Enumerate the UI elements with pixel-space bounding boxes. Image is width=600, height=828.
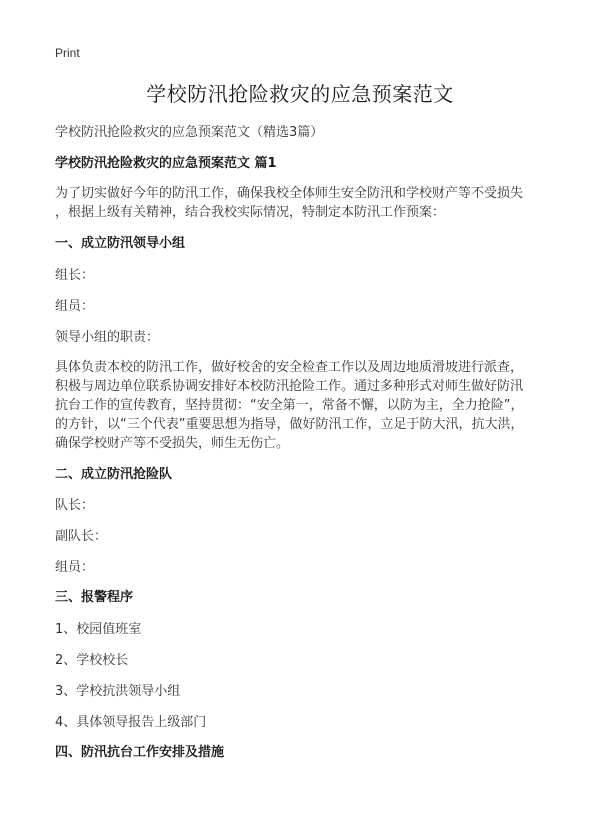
team-members-label: 组员： xyxy=(55,560,95,575)
leader-label: 组长： xyxy=(55,268,95,283)
duties-line: 的方针，以“三个代表”重要思想为指导，做好防汛工作，立足于防大汛，抗大洪， xyxy=(55,417,524,432)
members-label: 组员： xyxy=(55,299,95,314)
duties-line: 确保学校财产等不受损失，师生无伤亡。 xyxy=(55,436,290,451)
intro-line: 为了切实做好今年的防汛工作，确保我校全体师生安全防汛和学校财产等不受损失 xyxy=(55,186,524,201)
print-label[interactable]: Print xyxy=(55,46,80,60)
duties-line: 具体负责本校的防汛工作，做好校舍的安全检查工作以及周边地质滑坡进行派查， xyxy=(55,360,524,375)
duties-line: 抗台工作的宣传教育，坚持贯彻：“安全第一，常备不懈，以防为主，全力抢险”， xyxy=(55,398,524,413)
document-subtitle: 学校防汛抢险救灾的应急预案范文（精选3篇） xyxy=(55,125,324,140)
section-heading-rescue-team: 二、成立防汛抢险队 xyxy=(55,467,173,482)
captain-label: 队长： xyxy=(55,498,95,513)
document-title: 学校防汛抢险救灾的应急预案范文 xyxy=(146,82,454,106)
alarm-step: 2、学校校长 xyxy=(55,653,129,668)
intro-line: ，根据上级有关精神，结合我校实际情况，特制定本防汛工作预案： xyxy=(55,205,446,220)
section-heading-leadership: 一、成立防汛领导小组 xyxy=(55,236,186,251)
duties-label: 领导小组的职责： xyxy=(55,330,160,345)
alarm-step: 4、具体领导报告上级部门 xyxy=(55,715,207,730)
section-heading-alarm: 三、报警程序 xyxy=(55,590,134,605)
article-heading: 学校防汛抢险救灾的应急预案范文 篇1 xyxy=(55,156,277,171)
vice-captain-label: 副队长： xyxy=(55,529,108,544)
section-heading-measures: 四、防汛抗台工作安排及措施 xyxy=(55,745,225,760)
duties-line: 积极与周边单位联系协调安排好本校防汛抢险工作。通过多种形式对师生做好防汛 xyxy=(55,379,524,394)
alarm-step: 3、学校抗洪领导小组 xyxy=(55,684,181,699)
alarm-step: 1、校园值班室 xyxy=(55,622,142,637)
